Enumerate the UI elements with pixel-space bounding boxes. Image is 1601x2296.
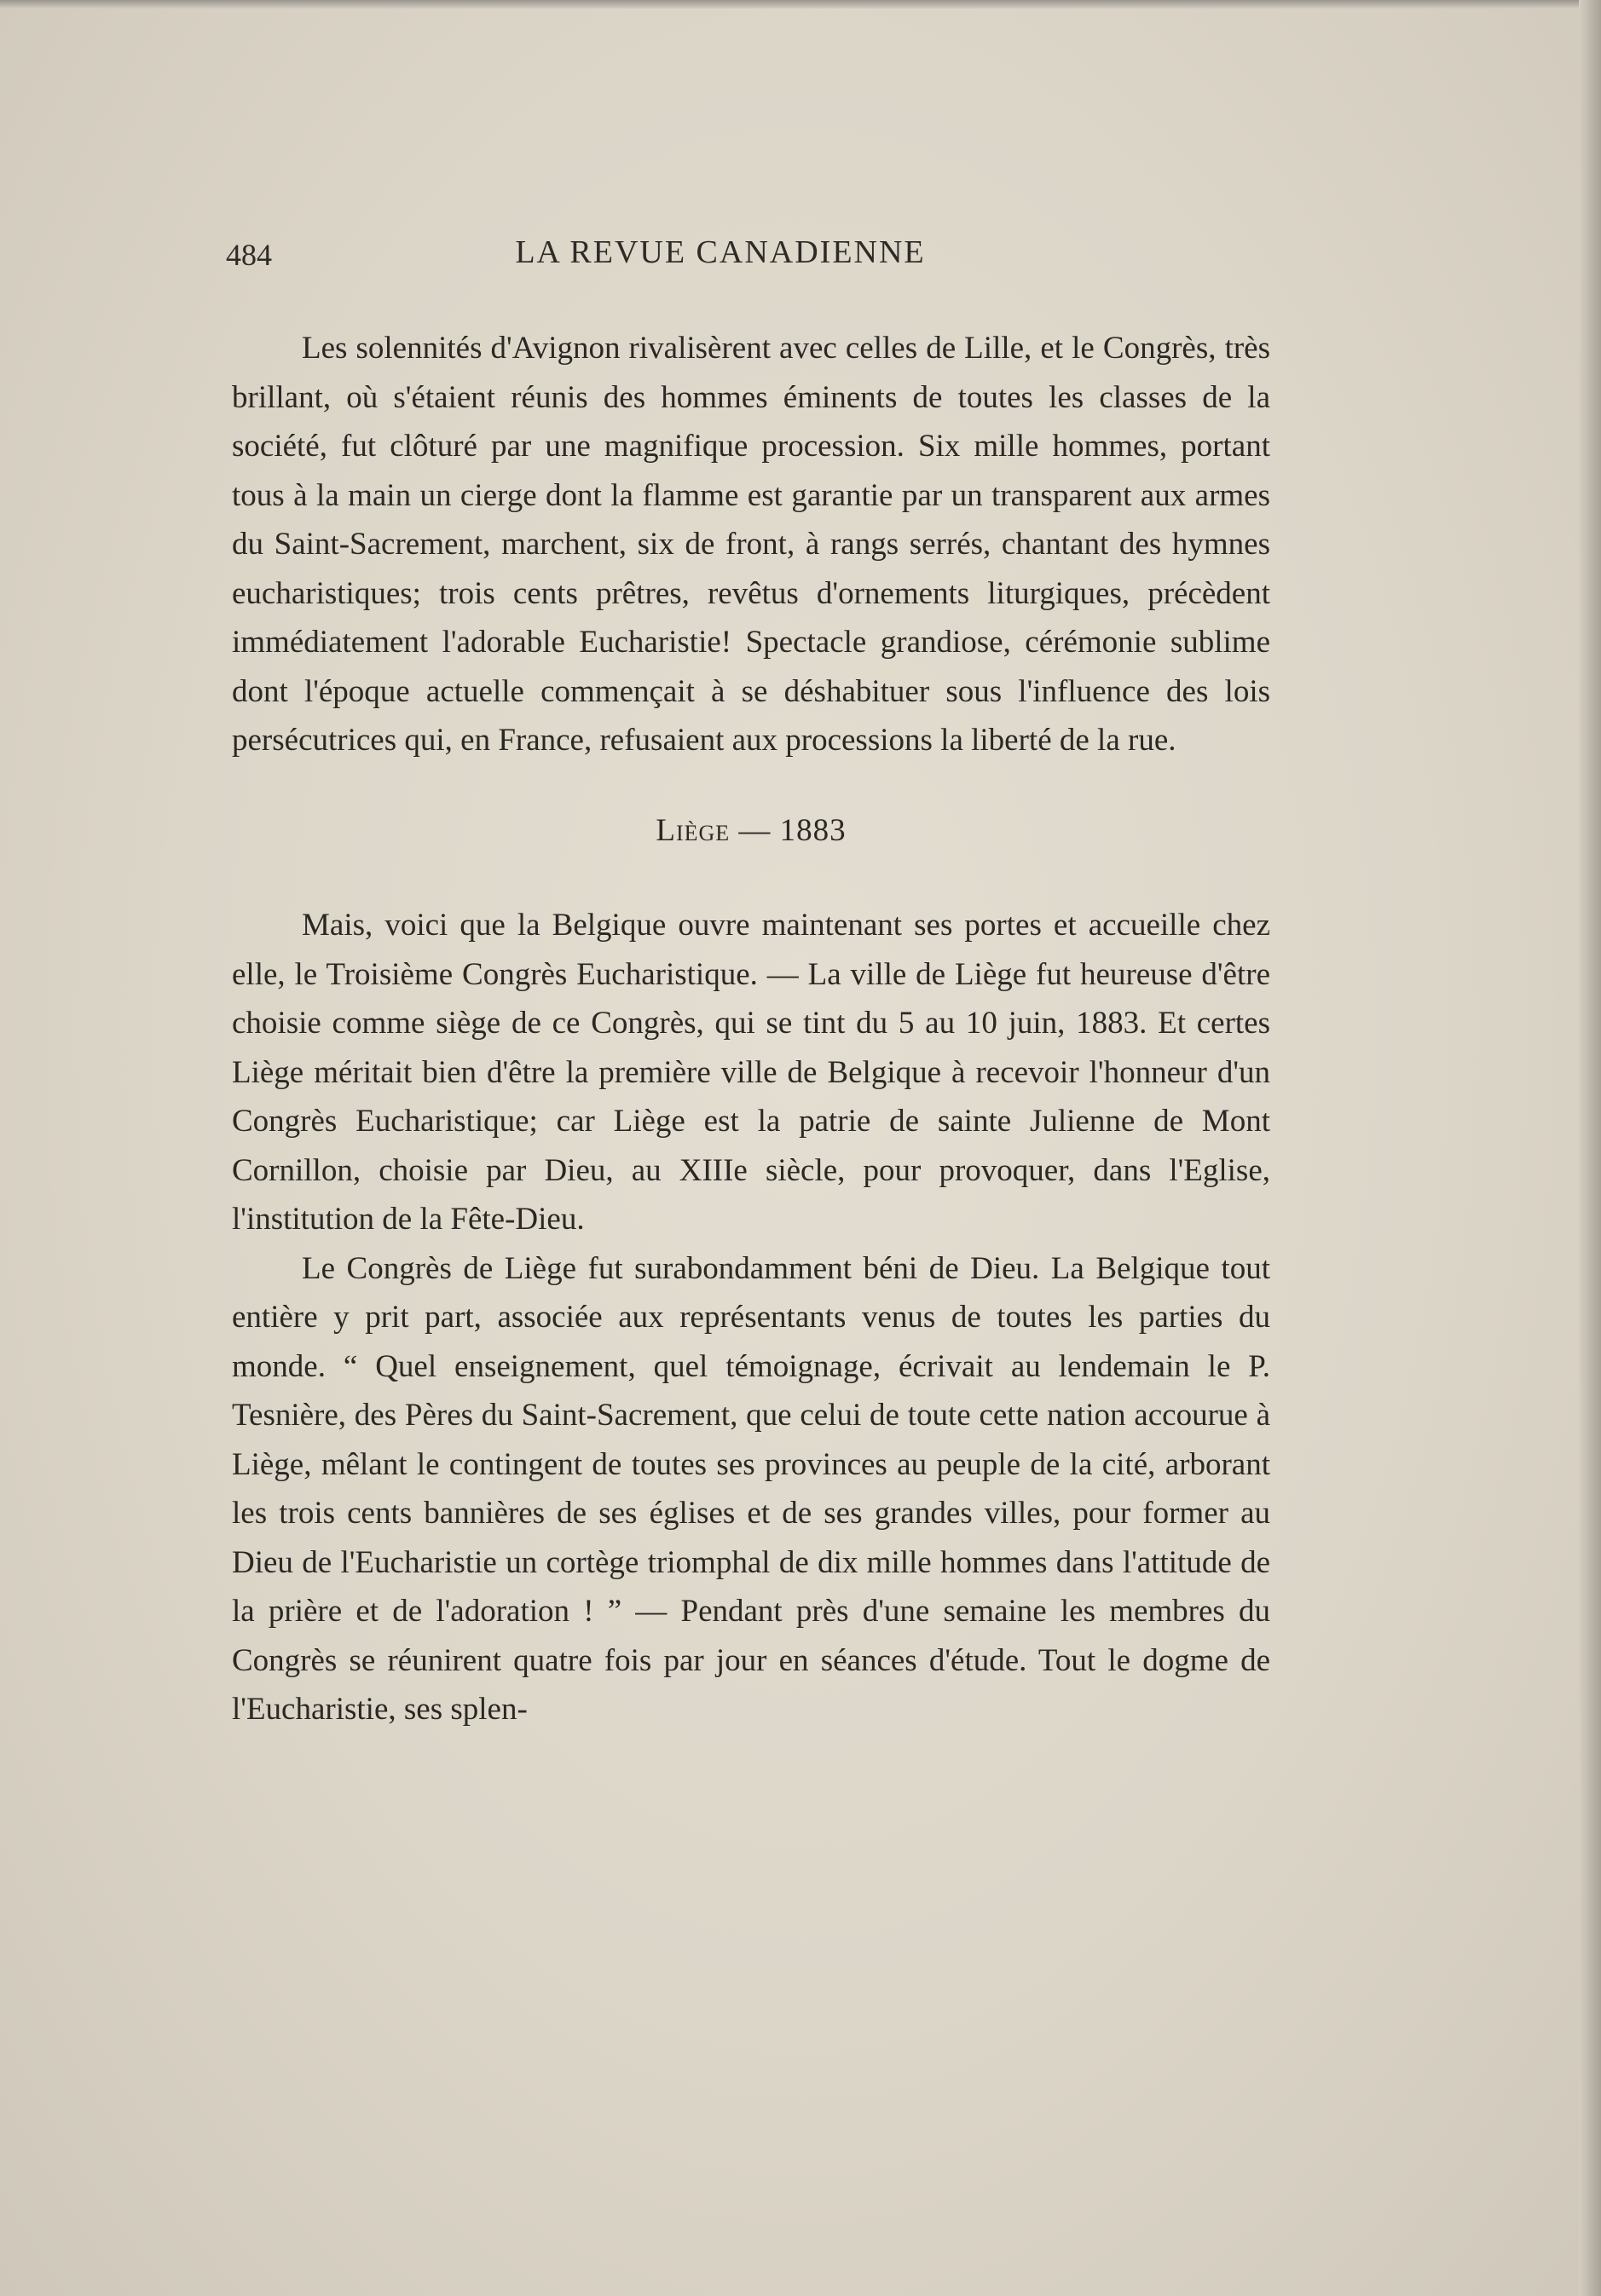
- body-text: [232, 324, 1270, 1734]
- page-top-edge: [0, 0, 1601, 9]
- running-title: LA REVUE CANADIENNE: [515, 234, 926, 270]
- section-heading: Liège — 1883: [656, 812, 847, 848]
- page-header: [226, 230, 1215, 281]
- paragraph-avignon: Les solennités d'Avignon rivalisèrent avec celles de Lille, et le Congrès, très brillant, où s'étaient réunis des hommes éminents de toutes les classes de la société, fut clôturé par une magnifique procession. Six mille hommes, portant tous à la main un cierge dont la flamme est garantie par un transparent aux armes du Saint-Sacrement, marchent, six de front, à rangs serrés, chantant des hymnes eucharistiques; trois cents prêtres, revêtus d'ornements liturgiques, précèdent immédiatement l'adorable Eucharistie! Spectacle grandiose, cérémonie sublime dont l'époque actuelle commençait à se déshabituer sous l'influence des lois persécutrices qui, en France, refusaient aux processions la liberté de la rue.: [232, 331, 1270, 758]
- paragraph-liege-congress: Le Congrès de Liège fut surabondamment béni de Dieu. La Belgique tout entière y prit part, associée aux représentants venus de toutes les parties du monde. “ Quel enseignement, quel témoignage, écrivait au lendemain le P. Tesnière, des Pères du Saint-Sacrement, que celui de toute cette nation accourue à Liège, mêlant le contingent de toutes ses provinces au peuple de la cité, arborant les trois cents bannières de ses églises et de ses grandes villes, pour former au Dieu de l'Eucharistie un cortège triomphal de dix mille hommes dans l'attitude de la prière et de l'adoration ! ” — Pendant près d'une semaine les membres du Congrès se réunirent quatre fois par jour en séances d'étude. Tout le dogme de l'Eucharistie, ses splen-: [232, 1250, 1270, 1727]
- paragraph-liege-intro: Mais, voici que la Belgique ouvre maintenant ses portes et accueille chez elle, le Troisième Congrès Eucharistique. — La ville de Liège fut heureuse d'être choisie comme siège de ce Congrès, qui se tint du 5 au 10 juin, 1883. Et certes Liège méritait bien d'être la première ville de Belgique à recevoir l'honneur d'un Congrès Eucharistique; car Liège est la patrie de sainte Julienne de Mont Cornillon, choisie par Dieu, au XIIIe siècle, pour provoquer, dans l'Eglise, l'institution de la Fête-Dieu.: [232, 908, 1270, 1237]
- page-number: 484: [226, 238, 272, 272]
- page-right-edge: [1579, 0, 1601, 2296]
